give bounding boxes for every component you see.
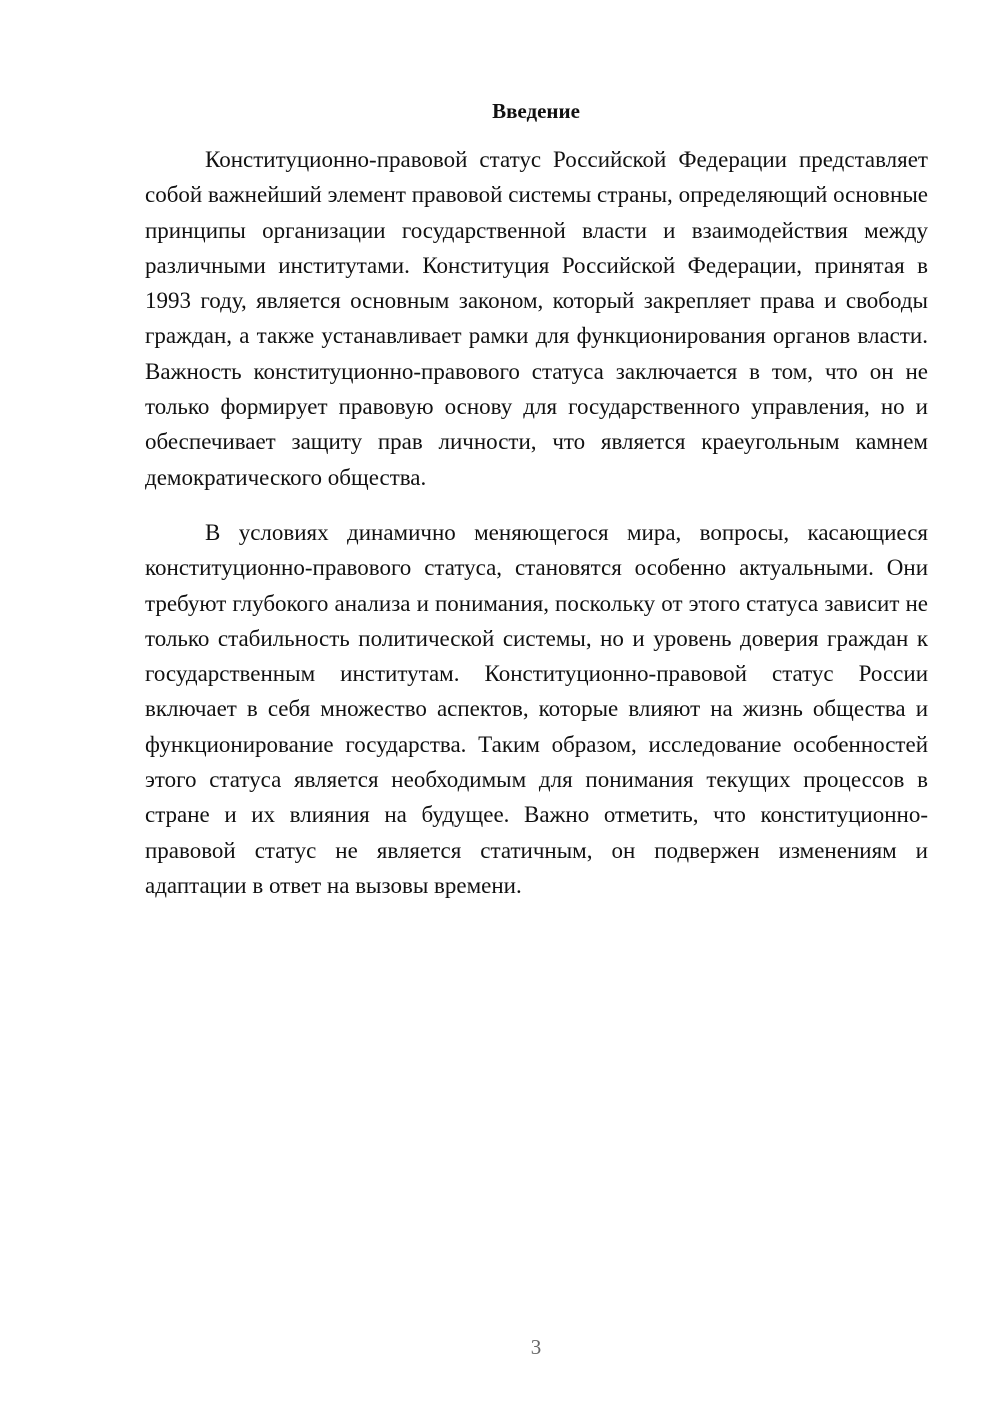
body-text — [145, 142, 928, 903]
paragraph-1: Конституционно-правовой статус Российской Федерации представляет собой важнейший элемент правовой системы страны, определяющий основные принципы организации государственной власти и взаимодействия между различными институтами. Конституция Российской Федерации, принятая в 1993 году, является основным законом, который закрепляет права и свободы граждан, а также устанавливает рамки для функционирования органов власти. Важность конституционно-правового статуса заключается в том, что он не только формирует правовую основу для государственного управления, но и обеспечивает защиту прав личности, что является краеугольным камнем демократического общества. — [145, 147, 928, 490]
page-number: 3 — [530, 1335, 542, 1359]
paragraph-2: В условиях динамично меняющегося мира, вопросы, касающиеся конституционно-правового статуса, становятся особенно актуальными. Они требуют глубокого анализа и понимания, поскольку от этого статуса зависит не только стабильность политической системы, но и уровень доверия граждан к государственным институтам. Конституционно-правовой статус России включает в себя множество аспектов, которые влияют на жизнь общества и функционирование государства. Таким образом, исследование особенностей этого статуса является необходимым для понимания текущих процессов в стране и их влияния на будущее. Важно отметить, что конституционно-правовой статус не является статичным, он подвержен изменениям и адаптации в ответ на вызовы времени. — [145, 519, 928, 898]
section-heading: Введение — [492, 99, 580, 123]
